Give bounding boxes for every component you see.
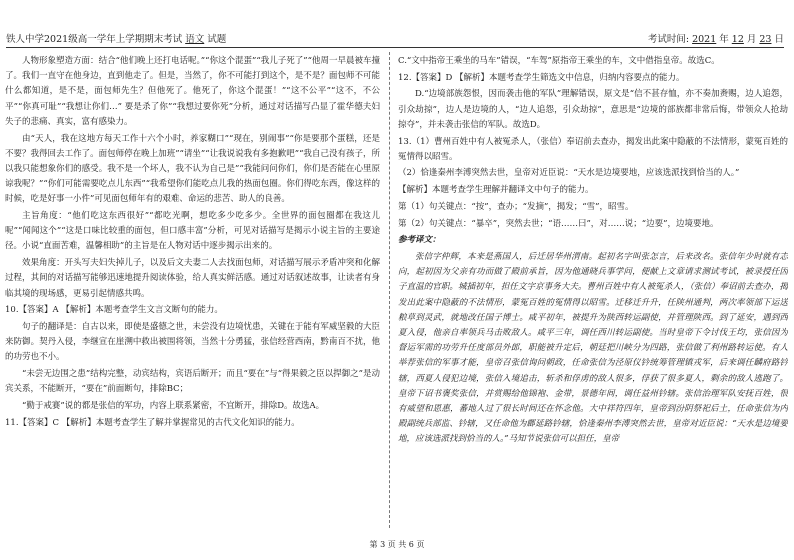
answer-paragraph: 13.（1）曹州百姓中有人被冤杀人，（张信）奉诏前去查办，揭发出此案中隐蔽的不法情形，蒙冤百姓的冤情得以昭雪。 <box>398 136 788 162</box>
answer-paragraph: “勤于戒赛”说的都是张信的军功，内容上联系紧密，不宜断开，排除D。故选A。 <box>22 400 325 411</box>
reference-translation: 张信字仲辉，本来是燕国人，后迁居华州渭南。起初名字叫张怎言，后来改名。张信年少时就有志向，起初因为父亲有功而做了殿前承旨，因为他通晓兵事学问，便献上文章请求测试考试，被录授任因子直温的官职。城插初年，担任文字京事务大夫。曹州百姓中有人被冤杀人，（张信）奉诏前去查办，揭发出此案中隐蔽的不法情形，蒙冤百姓的冤情得以昭雪。迁移迁升升，任陕州通判，两次率领部下运送粮草到灵武，就地改任国子博士。咸平初年，被提升为陕西转运副使，并管理陕西。到了延安，遇到西夏入侵，他亲自率领兵马击败敌人。咸平三年，调任西川转运副使。当时皇帝下令讨伐王均，张信因为督运军需的功劳升任度部员外郎，职能被升定后，朝廷把川峡分为四路，张信做了利州路转运使。有人举荐张信的军事才能，皇帝召张信询问朝政，任命张信为泾原仪钤统筹管理镇戎军，后来调任麟府路钤辖，西夏人侵犯边境，张信入境追击，斩杀和俘虏的敌人很多，俘获了很多夏人，剩余的敌人逃跑了。皇帝下诏书褒奖张信，并赏赐给他锦袍、金带，景德年间，调任益州钤辖。张信治理军队安抚百姓，很有威望和恩惠，蕃地人过了很长时间还在怀念他。大中祥符四年，皇帝到汾阴祭祀后土，任命张信为内殿副统兵部监、钤辖，又任命他为鄜延路钤辖，恰逢秦州李溥突然去世，皇帝对近臣说：“天水是边境要地，应该选派找到恰当的人。”马知节说张信可以担任，皇帝 <box>398 251 788 445</box>
header-rule <box>6 47 784 48</box>
answer-paragraph: 由“天人，我在这地方每天工作十六个小时，养家糊口”“现在，别闹事”“你是要那个蛋糕，还是不要？我得回去工作了。面包师停在晚上加班”“请坐”“让我说说我有多抱歉吧”“我自己没有孩子，所以我只能想象你们的感受。我不是一个坏人，我不认为自己是”“我能问问你们，你们是否能在心里原谅我呢？”“你们可能需要吃点儿东西”“我希望你们能吃点儿我的热面包圈。你们得吃东西，像这样的时候，吃是好事一小件”可见面包师年有的艰难、命运的悲苦、助人的良善。 <box>5 133 380 205</box>
answer-paragraph: 10.【答案】A 【解析】本题考查学生文言文断句的能力。 <box>5 305 223 316</box>
day-unit: 日 <box>774 34 784 45</box>
answer-paragraph: 效果角度：开头写夫妇失掉儿子，以及后文夫妻二人去找面包师，对话描写展示矛盾冲突和化解过程，其间的对话描写能够迅速地提升阅读体验，给人真实鲜活感。通过对话叙述故事，让读者有身临其境的现场感，更易引起情感共鸣。 <box>5 258 380 299</box>
right-column <box>398 54 788 530</box>
exam-day: 23 <box>759 34 772 45</box>
subject: 语文 <box>185 34 205 45</box>
answer-paragraph: 人物形象塑造方面：结合“他们晚上还打电话呢。”“你这个混蛋”“我儿子死了”“他周一早晨被车撞了。我们一直守在他身边，直到他走了。但是，当然了，你不可能打到这个，是不是？面包师不可能什么都知道，是不是，面包师先生？但他死了。他死了，你这个混蛋！”“这不公平”“这不，不公平”“你真可耻”“我想让你们…” 要是杀了你”“我想过要你死”分析，通过对话描写凸显了霍华德夫妇失子的悲痛、真实，富有感染力。 <box>5 56 380 127</box>
year-unit: 年 <box>719 34 729 45</box>
exam-title <box>6 33 226 47</box>
reference-translation-heading: 参考译文： <box>398 235 441 246</box>
exam-time <box>648 33 784 47</box>
answer-paragraph: D.“边境部族怨恨，因而袭击他的军队”理解错误，原文是“信不甚存恤，亦不奏加赉赐，边人追怨，引众劫掠”，边人是边境的人，“边人追怨，引众劫掠”，意思是“边境的部族都非常后悔，带领众人抢劫掠夺”，并未袭击张信的军队。故选D。 <box>398 89 788 130</box>
exam-year: 2021 <box>692 34 717 45</box>
left-column <box>5 54 380 530</box>
answer-paragraph: C.“文中指帝王乘坐的马车”错误，“车驾”原指帝王乘坐的车，文中借指皇帝。故选C。 <box>398 56 720 66</box>
school-name: 铁人中学 <box>6 34 45 45</box>
answer-paragraph: 主旨角度：“他们吃这东西很好”“都吃光啊，想吃多少吃多少。全世界的面包圈都在我这儿呢”“闻闻这个”“这是口味比较重的面包，但口感丰富”分析，可见对话描写是揭示小说主旨的主要途径。小说“直面苦难，温馨相助”的主旨是在人物对话中逐步揭示出来的。 <box>5 211 380 252</box>
answer-paragraph: （2）恰逢秦州李溥突然去世，皇帝对近臣说：“天水是边境要地，应该选派找到恰当的人。” <box>398 168 740 179</box>
answer-paragraph: 句子的翻译是：自古以来，即使是盛德之世，未尝没有边境忧患，关键在于能有军威坚毅的大臣来防御。契丹入侵，李继宣在崖溯中救出被围将领，当然十分勇猛，张信经营西南，黔南百不扰，他的功劳也不小。 <box>5 321 380 363</box>
answer-paragraph: 【解析】本题考查学生理解并翻译文中句子的能力。 <box>398 185 594 196</box>
exam-month: 12 <box>731 34 744 45</box>
answer-paragraph: 12.【答案】D 【解析】本题考查学生筛选文中信息，归纳内容要点的能力。 <box>398 72 685 83</box>
month-unit: 月 <box>746 34 757 45</box>
answer-paragraph: “未尝无边围之患”结构完整，动宾结构，宾语后断开；而且“要在”与“得果毅之臣以捍御之”是动宾关系，不能断开，“要在”前面断句，排除BC； <box>5 369 380 395</box>
answer-paragraph: 11.【答案】C 【解析】本题考查学生了解并掌握常见的古代文化知识的能力。 <box>5 417 300 428</box>
time-label: 考试时间: <box>647 34 690 45</box>
page-header <box>6 33 784 47</box>
answer-paragraph: 第（1）句关键点：“按”，查办；“发摘”，揭发；“雪”，昭雪。 <box>398 201 634 212</box>
column-divider <box>389 52 390 528</box>
page-number: 第 3 页 共 6 页 <box>369 540 425 549</box>
paper-label: 试题 <box>207 34 227 45</box>
exam-name: 2021级高一学年上学期期末考试 <box>44 34 183 45</box>
answer-paragraph: 第（2）句关键点：“暴卒”，突然去世；“语……曰”，对……说；“边要”，边境要地。 <box>398 218 719 229</box>
